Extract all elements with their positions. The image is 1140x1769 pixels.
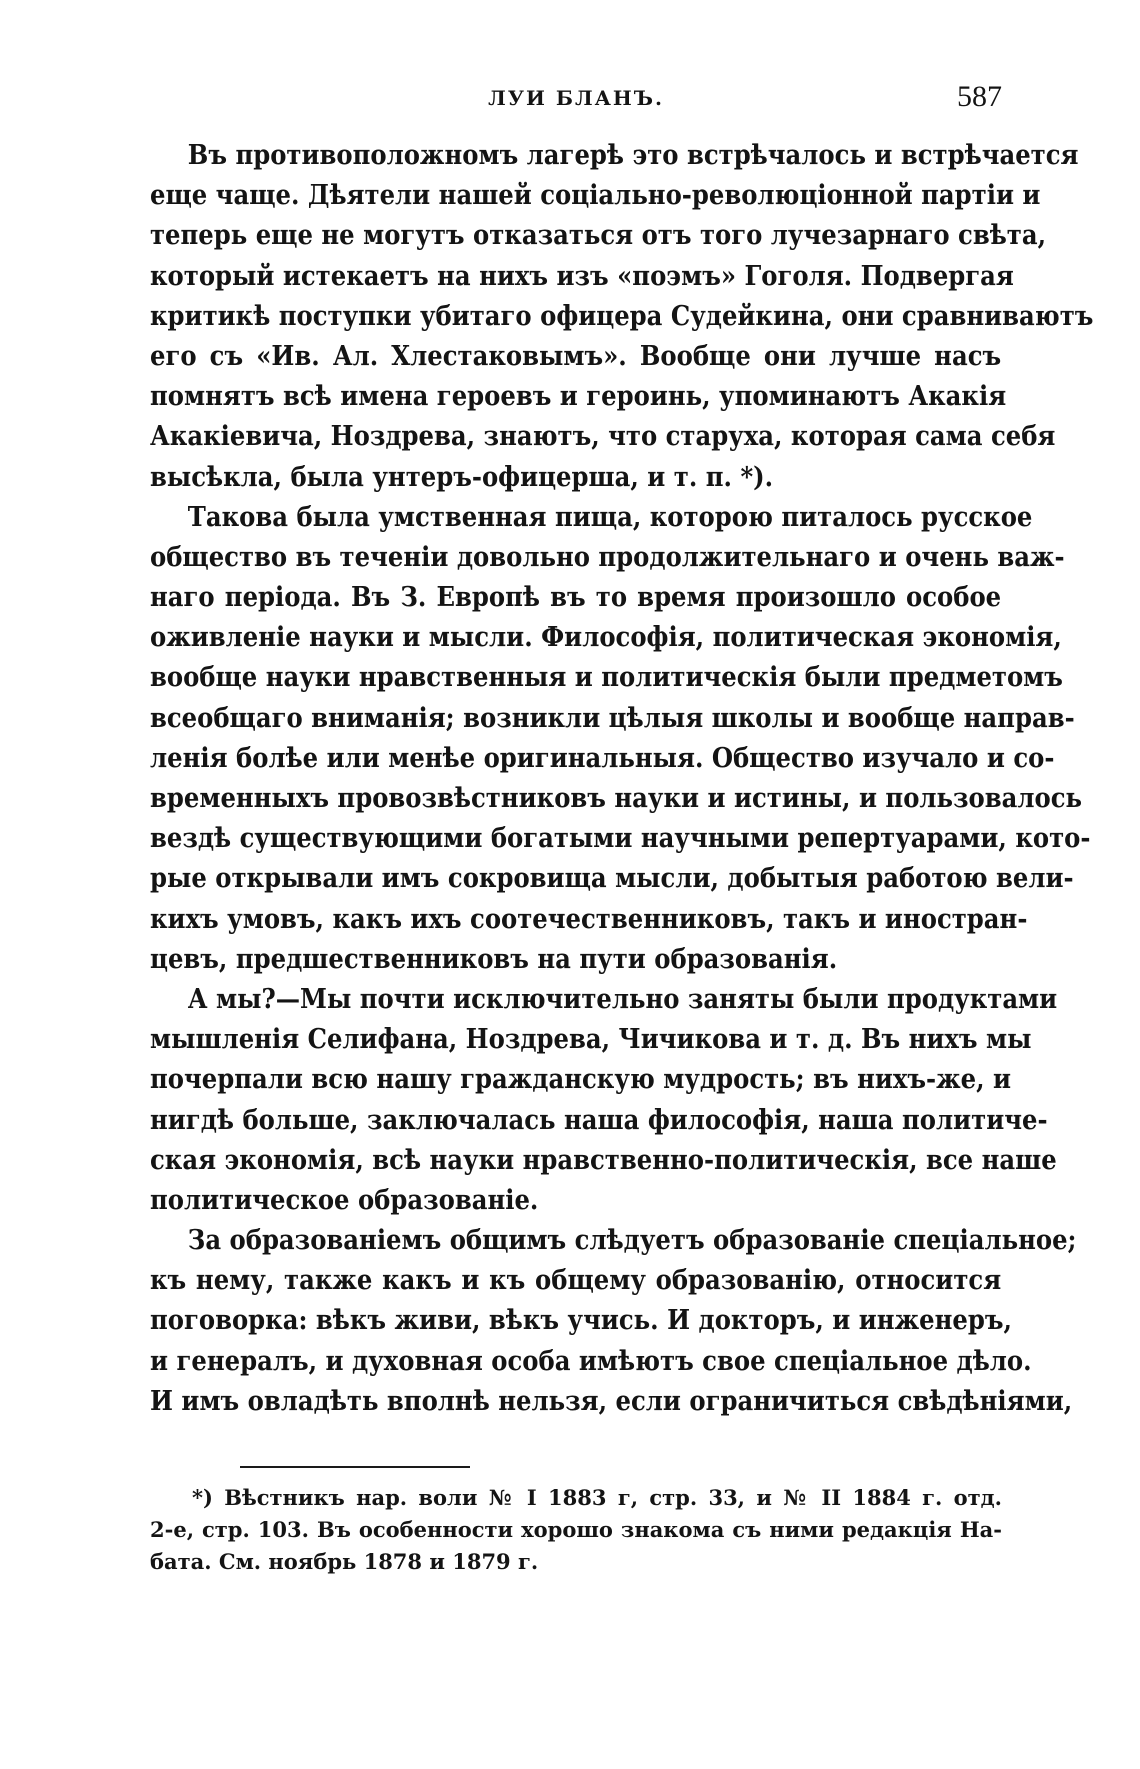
page-number: 587	[957, 80, 1002, 113]
text-line: Акакіевича, Ноздрева, знаютъ, что старуха, которая сама себя	[150, 421, 1056, 453]
running-head: ЛУИ БЛАНЪ.	[488, 86, 664, 110]
text-line: оживленіе науки и мысли. Философія, политическая экономія,	[150, 622, 1062, 654]
text-line: За образованіемъ общимъ слѣдуетъ образованіе спеціальное;	[187, 1225, 1077, 1257]
footnote-separator	[240, 1466, 470, 1468]
text-line: его съ «Ив. Ал. Хлестаковымъ». Вообще они лучше насъ	[150, 340, 1002, 372]
text-line: ленія болѣе или менѣе оригинальныя. Общество изучало и со-	[150, 742, 1055, 774]
text-line: высѣкла, была унтеръ-офицерша, и т. п. *).	[150, 461, 774, 493]
text-line: вездѣ существующими богатыми научными репертуарами, кото-	[150, 823, 1091, 855]
footnote-line: 2-е, стр. 103. Въ особенности хорошо знакома съ ними редакція На-	[150, 1517, 1002, 1542]
text-line: наго періода. Въ З. Европѣ въ то время произошло особое	[150, 582, 1002, 614]
text-line: временныхъ провозвѣстниковъ науки и истины, и пользовалось	[150, 783, 1083, 814]
body-text	[150, 136, 1094, 1422]
text-line: цевъ, предшественниковъ на пути образованія.	[150, 943, 838, 975]
text-line: Такова была умственная пища, которою питалось русское	[187, 501, 1033, 533]
text-line: поговорка: вѣкъ живи, вѣкъ учись. И докторъ, и инженеръ,	[150, 1305, 1012, 1337]
text-line: теперь еще не могутъ отказаться отъ того лучезарнаго свѣта,	[150, 220, 1047, 252]
page-header	[150, 80, 1002, 116]
text-line: и генералъ, и духовная особа имѣютъ свое спеціальное дѣло.	[150, 1345, 1032, 1377]
text-line: всеобщаго вниманія; возникли цѣлыя школы и вообще направ-	[150, 702, 1075, 734]
text-line: рые открывали имъ сокровища мысли, добытыя работою вели-	[150, 863, 1074, 895]
text-line: еще чаще. Дѣятели нашей соціально-революціонной партіи и	[150, 180, 1041, 212]
footnote-line: бата. См. ноябрь 1878 и 1879 г.	[150, 1549, 539, 1574]
footnote	[150, 1482, 1002, 1578]
text-line: ская экономія, всѣ науки нравственно-политическія, все наше	[150, 1144, 1057, 1176]
text-line: Въ противоположномъ лагерѣ это встрѣчалось и встрѣчается	[187, 140, 1079, 171]
text-line: критикѣ поступки убитаго офицера Судейкина, они сравниваютъ	[150, 300, 1094, 332]
text-line: политическое образованіе.	[150, 1184, 539, 1216]
text-line: нигдѣ больше, заключалась наша философія, наша политиче-	[150, 1104, 1048, 1136]
text-line: почерпали всю нашу гражданскую мудрость; въ нихъ-же, и	[150, 1064, 1012, 1096]
text-line: А мы?—Мы почти исключительно заняты были продуктами	[187, 983, 1058, 1015]
text-line: И имъ овладѣть вполнѣ нельзя, если ограничиться свѣдѣніями,	[150, 1385, 1073, 1417]
footnote-line: *) Вѣстникъ нар. воли № I 1883 г, стр. 33, и № II 1884 г. отд.	[192, 1485, 1002, 1510]
text-line: который истекаетъ на нихъ изъ «поэмъ» Гоголя. Подвергая	[150, 260, 1014, 292]
text-line: кихъ умовъ, какъ ихъ соотечественниковъ, такъ и иностран-	[150, 903, 1028, 935]
text-line: вообще науки нравственныя и политическія были предметомъ	[150, 662, 1063, 694]
text-line: къ нему, также какъ и къ общему образованію, относится	[150, 1265, 1002, 1297]
text-line: общество въ теченіи довольно продолжительнаго и очень важ-	[150, 541, 1065, 573]
text-line: помнятъ всѣ имена героевъ и героинь, упоминаютъ Акакія	[150, 381, 1007, 413]
text-line: мышленія Селифана, Ноздрева, Чичикова и т. д. Въ нихъ мы	[150, 1024, 1032, 1056]
